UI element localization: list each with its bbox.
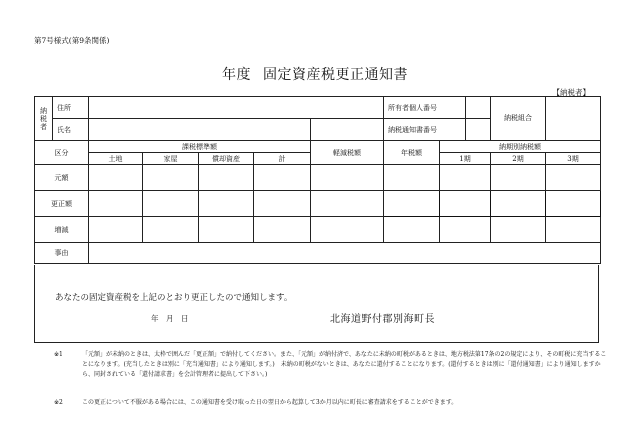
notice-box (34, 265, 599, 343)
tax-base-col-building: 家屋 (143, 153, 199, 165)
cell (254, 217, 311, 243)
cell (254, 191, 311, 217)
cell (143, 191, 199, 217)
corrected-installment-1 (440, 191, 491, 217)
title-year-label: 年度 (222, 67, 251, 83)
cell (546, 217, 601, 243)
taxpayer-tag: 【納税者】 (552, 88, 590, 97)
cell (311, 191, 384, 217)
cell (199, 165, 254, 191)
note-1 (54, 350, 624, 390)
row-label-reason: 事由 (35, 243, 89, 264)
installment-header: 納期別納税額 (440, 141, 601, 153)
corrected-annual-cell (384, 191, 440, 217)
cell (440, 165, 491, 191)
cell (199, 217, 254, 243)
corrected-installment-3 (546, 191, 601, 217)
cell (89, 217, 143, 243)
cell (311, 217, 384, 243)
installment-col-2: 2期 (491, 153, 546, 165)
assessment-table (34, 96, 601, 264)
cell (491, 165, 546, 191)
category-header: 区分 (35, 141, 89, 165)
tax-base-header: 課税標準額 (89, 141, 311, 153)
notice-no-label: 納税通知書番号 (384, 119, 466, 141)
note-2-mark: ※2 (54, 399, 63, 406)
notice-date: 年 月 日 (151, 314, 189, 323)
association-value (546, 97, 601, 141)
installment-col-3: 3期 (546, 153, 601, 165)
address-label: 住所 (53, 97, 89, 119)
association-label: 納税組合 (491, 97, 546, 141)
tax-base-col-depreciable: 償却資産 (199, 153, 254, 165)
notice-no-value (466, 119, 491, 141)
issuer-name: 北海道野付郡別海町長 (330, 314, 435, 325)
name-value-extra (311, 119, 384, 141)
title-main: 固定資産税更正通知書 (263, 67, 408, 83)
cell (143, 217, 199, 243)
cell (440, 217, 491, 243)
owner-id-label: 所有者個人番号 (384, 97, 466, 119)
notice-text: あなたの固定資産税を上記のとおり更正したので通知します。 (55, 293, 293, 303)
row-label-change: 増減 (35, 217, 89, 243)
page-title (0, 64, 630, 84)
note-2 (54, 398, 624, 410)
reason-value (89, 243, 601, 264)
name-value (89, 119, 311, 141)
name-label: 氏名 (53, 119, 89, 141)
cell (89, 165, 143, 191)
row-label-corrected: 更正額 (35, 191, 89, 217)
row-label-original: 元額 (35, 165, 89, 191)
annual-tax-header: 年税額 (384, 141, 440, 165)
note-2-text: この更正について不服がある場合には、この通知書を受け取った日の翌日から起算して3か月以内に町長に審査請求をすることができます。 (82, 399, 458, 406)
corrected-installment-2 (491, 191, 546, 217)
cell (384, 217, 440, 243)
owner-id-value (466, 97, 491, 119)
tax-base-col-land: 土地 (89, 153, 143, 165)
form-number: 第7号様式(第9条関係) (34, 36, 110, 45)
cell (491, 217, 546, 243)
cell (143, 165, 199, 191)
installment-col-1: 1期 (440, 153, 491, 165)
cell (311, 165, 384, 191)
taxpayer-label: 納税者 (35, 97, 53, 141)
cell (89, 191, 143, 217)
note-1-mark: ※1 (54, 351, 63, 358)
cell (199, 191, 254, 217)
cell (254, 165, 311, 191)
cell (384, 165, 440, 191)
cell (546, 165, 601, 191)
reduction-header: 軽減税額 (311, 141, 384, 165)
address-value (89, 97, 384, 119)
note-1-text: 「元額」が未納のときは、太枠で囲んだ「更正額」で納付してください。また、「元額」が納付済で、あなたに未納の町税があるときは、地方税法第17条の2の規定により、その町税に充当することになります。(充当したときは別に「充当通知書」により通知します。) 未納の町税がないときは、あなたに還付することになります。(還付するときは別に「還付通知書」により通知しますから、同封されている「還付請求書」を会計管理者に提出して下さい。) (82, 351, 607, 378)
tax-base-col-total: 計 (254, 153, 311, 165)
